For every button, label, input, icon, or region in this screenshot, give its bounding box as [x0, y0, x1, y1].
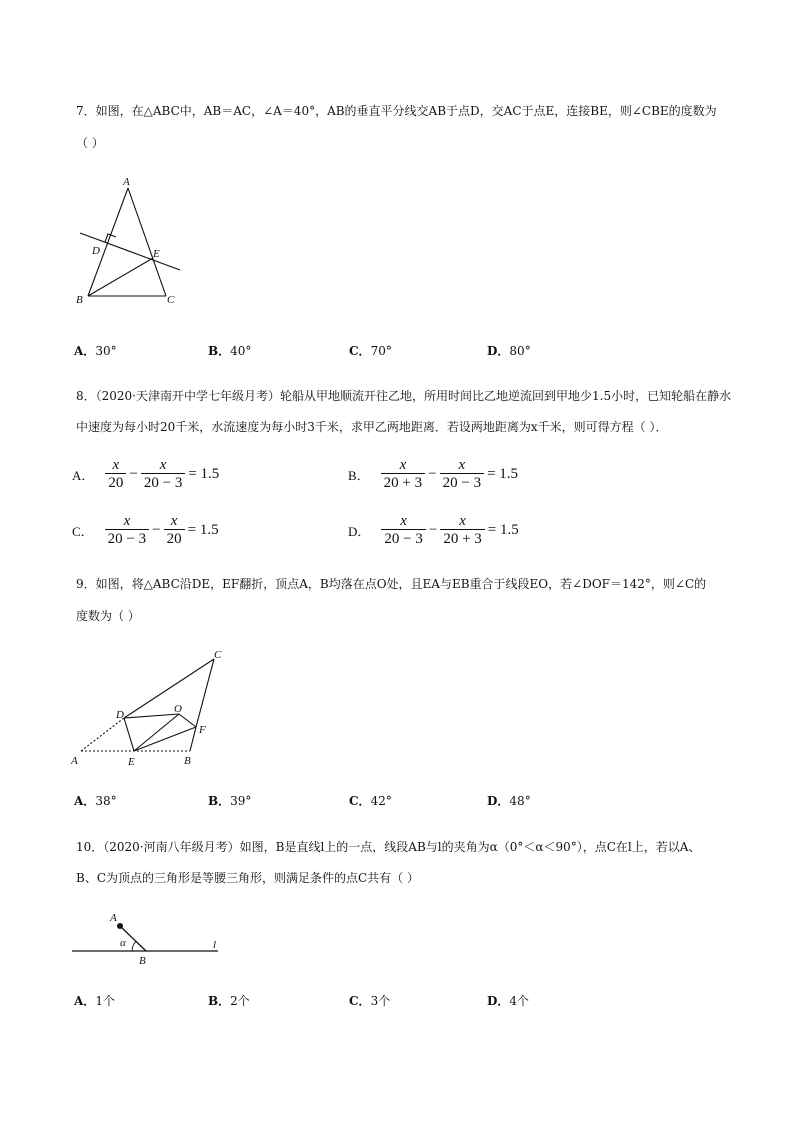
q7-label-a: A — [123, 176, 130, 188]
q7-label-e: E — [153, 248, 160, 260]
q9-figure — [66, 644, 236, 770]
q7-side-ac — [128, 188, 166, 296]
q7-answer-paren: （ ） — [76, 136, 104, 150]
q10-stem-line1: 10．（2020·河南八年级月考）如图，B是直线l上的一点，线段AB与l的夹角为α（0°＜α＜90°），点C在l上，若以A、 — [76, 840, 701, 854]
q10-option-a[interactable]: A．1个 — [74, 994, 115, 1008]
q9-fold-de — [124, 718, 134, 751]
q9-label-c: C — [214, 649, 222, 661]
q9-stem-line1: 9．如图，将△ABC沿DE，EF翻折，顶点A，B均落在点O处，且EA与EB重合于线段EO，若∠DOF＝142°，则∠C的 — [76, 577, 707, 591]
q10-angle-arc — [132, 941, 136, 951]
q9-label-f: F — [199, 724, 206, 736]
q7-side-ab — [88, 188, 128, 296]
q9-label-a: A — [71, 755, 78, 767]
q9-dotted-ad — [81, 718, 124, 751]
q8-option-a[interactable]: A． $\frac{x}{20}$ − $\frac{x}{20 - 3}$ = 1.5 — [72, 457, 220, 491]
q7-stem: 7．如图，在△ABC中，AB＝AC，∠A＝40°，AB的垂直平分线交AB于点D，交AC于点E，连接BE，则∠CBE的度数为 — [76, 104, 717, 118]
q10-label-alpha: α — [120, 937, 126, 949]
q9-segment-eo — [134, 714, 179, 751]
q9-segment-of — [179, 714, 196, 727]
q10-option-d[interactable]: D．4个 — [487, 994, 530, 1008]
q8-stem-line1: 8．（2020·天津南开中学七年级月考）轮船从甲地顺流开往乙地，所用时间比乙地逆流回到甲地少1.5小时，已知轮船在静水 — [76, 389, 732, 403]
q9-label-b: B — [184, 755, 191, 767]
q10-point-a — [117, 923, 123, 929]
q7-option-a[interactable]: A．30° — [74, 344, 117, 358]
q8-option-c[interactable]: C． $\frac{x}{20 - 3}$ − $\frac{x}{20}$ = 1.5 — [72, 513, 219, 547]
q10-label-b: B — [139, 955, 146, 967]
q10-label-l: l — [213, 939, 217, 951]
q9-label-d: D — [116, 709, 124, 721]
q9-option-d[interactable]: D．48° — [487, 794, 531, 808]
q7-label-c: C — [167, 294, 175, 306]
q9-option-b[interactable]: B．39° — [208, 794, 252, 808]
q7-label-b: B — [76, 294, 83, 306]
q10-stem-line2: B、C为顶点的三角形是等腰三角形，则满足条件的点C共有（ ） — [76, 871, 419, 885]
q9-stem-line2: 度数为（ ） — [76, 609, 140, 623]
q7-figure — [70, 172, 190, 307]
q7-option-c[interactable]: C．70° — [349, 344, 392, 358]
q7-option-d[interactable]: D．80° — [487, 344, 531, 358]
q8-option-d[interactable]: D． $\frac{x}{20 - 3}$ − $\frac{x}{20 + 3}$ = 1.5 — [348, 513, 519, 547]
q8-stem-line2: 中速度为每小时20千米，水流速度为每小时3千米，求甲乙两地距离．若设两地距离为x千米，则可得方程（ ）． — [76, 420, 668, 434]
q7-option-b[interactable]: B．40° — [208, 344, 252, 358]
q7-label-d: D — [92, 245, 100, 257]
q10-option-b[interactable]: B．2个 — [208, 994, 250, 1008]
q9-label-e: E — [128, 756, 135, 768]
q9-segment-do — [124, 714, 179, 718]
q9-side-fb — [190, 727, 196, 751]
q10-option-c[interactable]: C．3个 — [349, 994, 391, 1008]
q10-label-a: A — [110, 912, 117, 924]
q9-option-c[interactable]: C．42° — [349, 794, 392, 808]
q7-segment-be — [88, 258, 153, 296]
q9-fold-ef — [134, 727, 196, 751]
q10-figure — [68, 906, 228, 968]
q9-label-o: O — [174, 703, 182, 715]
q8-option-b[interactable]: B． $\frac{x}{20 + 3}$ − $\frac{x}{20 - 3}$ = 1.5 — [348, 457, 519, 491]
q9-option-a[interactable]: A．38° — [74, 794, 117, 808]
q7-right-angle-mark — [105, 234, 116, 242]
